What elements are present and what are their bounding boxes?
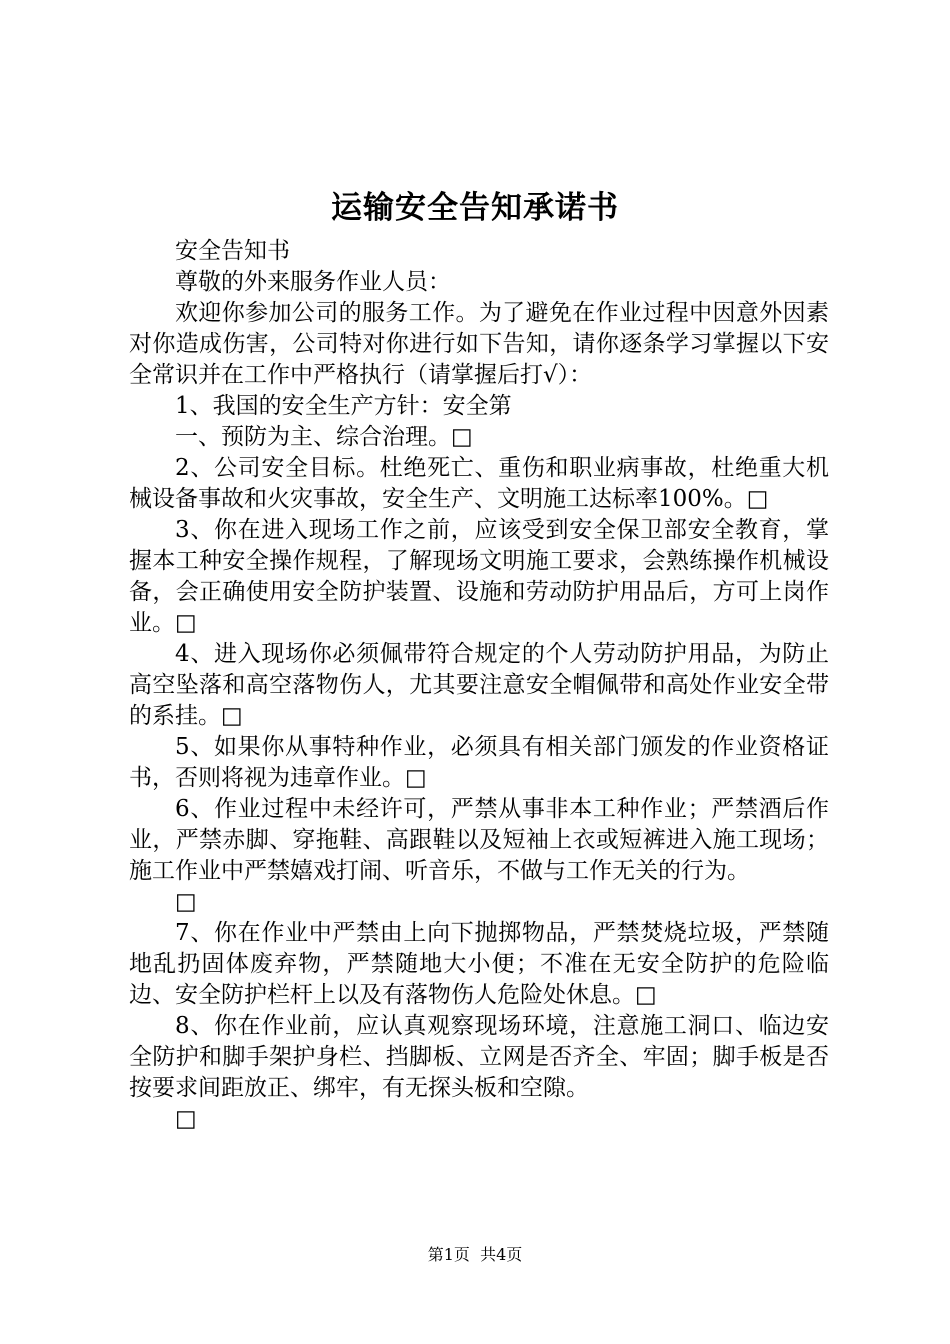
item-2: 2、公司安全目标。杜绝死亡、重伤和职业病事故，杜绝重大机械设备事故和火灾事故，安全生产、文明施工达标率100%。□ [129,455,829,512]
item-4: 4、进入现场你必须佩带符合规定的个人劳动防护用品，为防止高空坠落和高空落物伤人，尤其要注意安全帽佩带和高处作业安全带的系挂。□ [129,641,829,729]
item-1-line-1: 1、我国的安全生产方针：安全第 [175,393,512,419]
item-1-line-2: 一、预防为主、综合治理。□ [175,424,473,450]
page-footer [0,1244,950,1266]
item-5: 5、如果你从事特种作业，必须具有相关部门颁发的作业资格证书，否则将视为违章作业。□ [129,734,829,791]
item-6-checkbox: □ [175,889,197,915]
document-body [129,236,829,1135]
item-8: 8、你在作业前，应认真观察现场环境，注意施工洞口、临边安全防护和脚手架护身栏、挡脚板、立网是否齐全、牢固；脚手板是否按要求间距放正、绑牢，有无探头板和空隙。 [129,1013,829,1101]
section-heading: 安全告知书 [175,238,290,264]
page-total: 共4页 [480,1245,523,1264]
page-number: 第1页 [427,1245,470,1264]
item-6: 6、作业过程中未经许可，严禁从事非本工种作业；严禁酒后作业，严禁赤脚、穿拖鞋、高跟鞋以及短袖上衣或短裤进入施工现场；施工作业中严禁嬉戏打闹、听音乐，不做与工作无关的行为。 [129,796,829,884]
salutation: 尊敬的外来服务作业人员： [175,269,451,295]
document-title: 运输安全告知承诺书 [331,190,619,226]
item-8-checkbox: □ [175,1106,197,1132]
item-3: 3、你在进入现场工作之前，应该受到安全保卫部安全教育，掌握本工种安全操作规程，了解现场文明施工要求，会熟练操作机械设备，会正确使用安全防护装置、设施和劳动防护用品后，方可上岗作业。□ [129,517,829,636]
intro-paragraph: 欢迎你参加公司的服务工作。为了避免在作业过程中因意外因素对你造成伤害，公司特对你进行如下告知，请你逐条学习掌握以下安全常识并在工作中严格执行（请掌握后打√）： [129,300,829,388]
item-7: 7、你在作业中严禁由上向下抛掷物品，严禁焚烧垃圾，严禁随地乱扔固体废弃物，严禁随地大小便；不准在无安全防护的危险临边、安全防护栏杆上以及有落物伤人危险处休息。□ [129,920,829,1008]
